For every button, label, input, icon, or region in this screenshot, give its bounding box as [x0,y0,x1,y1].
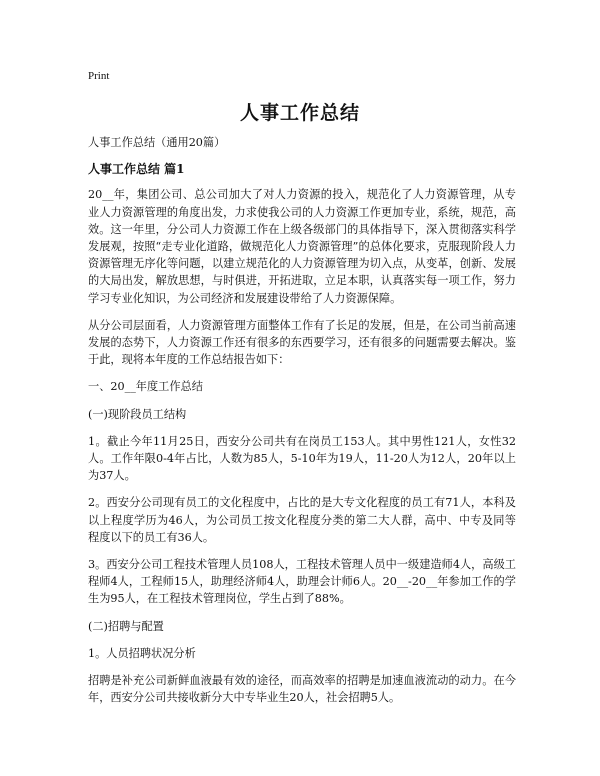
subsection-title: (一)现阶段员工结构 [88,407,187,421]
subsection-title: (二)招聘与配置 [88,619,164,633]
paragraph: 从分公司层面看，人力资源管理方面整体工作有了长足的发展，但是，在公司当前高速发展的态势下，人力资源工作还有很多的东西要学习，还有很多的问题需要去解决。鉴于此，现将本年度的工作总结报告如下： [88,318,516,367]
paragraph: 1。截止今年11月25日，西安分公司共有在岗员工153人。其中男性121人，女性32人。工作年限0-4年占比，人数为85人，5-10年为19人，11-20人为12人，20年以上为37人。 [88,434,516,483]
section-heading: 人事工作总结 篇1 [88,162,185,177]
document-title: 人事工作总结 [239,102,360,124]
paragraph: 20__年，集团公司、总公司加大了对人力资源的投入，规范化了人力资源管理，从专业人力资源管理的角度出发，力求使我公司的人力资源工作更加专业，系统，规范，高效。这一年里，分公司人力资源工作在上级各级部门的具体指导下，深入贯彻落实科学发展观，按照“走专业化道路，做规范化人力资源管理”的总体化要求，克服现阶段人力资源管理无序化等问题，以建立规范化的人力资源管理为切入点，从变革，创新、发展的大局出发，解放思想，与时俱进，开拓进取，立足本职，认真落实每一项工作，努力学习专业化知识，为公司经济和发展建设带给了人力资源保障。 [88,188,516,305]
section-title: 一、20__年度工作总结 [88,380,203,394]
paragraph: 2。西安分公司现有员工的文化程度中，占比的是大专文化程度的员工有71人，本科及以上程度学历为46人，为公司员工按文化程度分类的第二大人群，高中、中专及同等程度以下的员工有36人。 [88,496,516,544]
document-subtitle: 人事工作总结（通用20篇） [88,136,226,149]
paragraph: 3。西安分公司工程技术管理人员108人，工程技术管理人员中一级建造师4人，高级工程师4人，工程师15人，助理经济师4人，助理会计师6人。20__-20__年参加工作的学生为95人，在工程技术管理岗位，学生占到了88%。 [88,558,516,606]
paragraph: 招聘是补充公司新鲜血液最有效的途径，而高效率的招聘是加速血液流动的动力。在今年，西安分公司共接收新分大中专毕业生20人，社会招聘5人。 [88,674,516,705]
print-label[interactable]: Print [88,70,110,82]
document-body [88,134,516,716]
subsection-title: 1。人员招聘状况分析 [88,646,196,660]
